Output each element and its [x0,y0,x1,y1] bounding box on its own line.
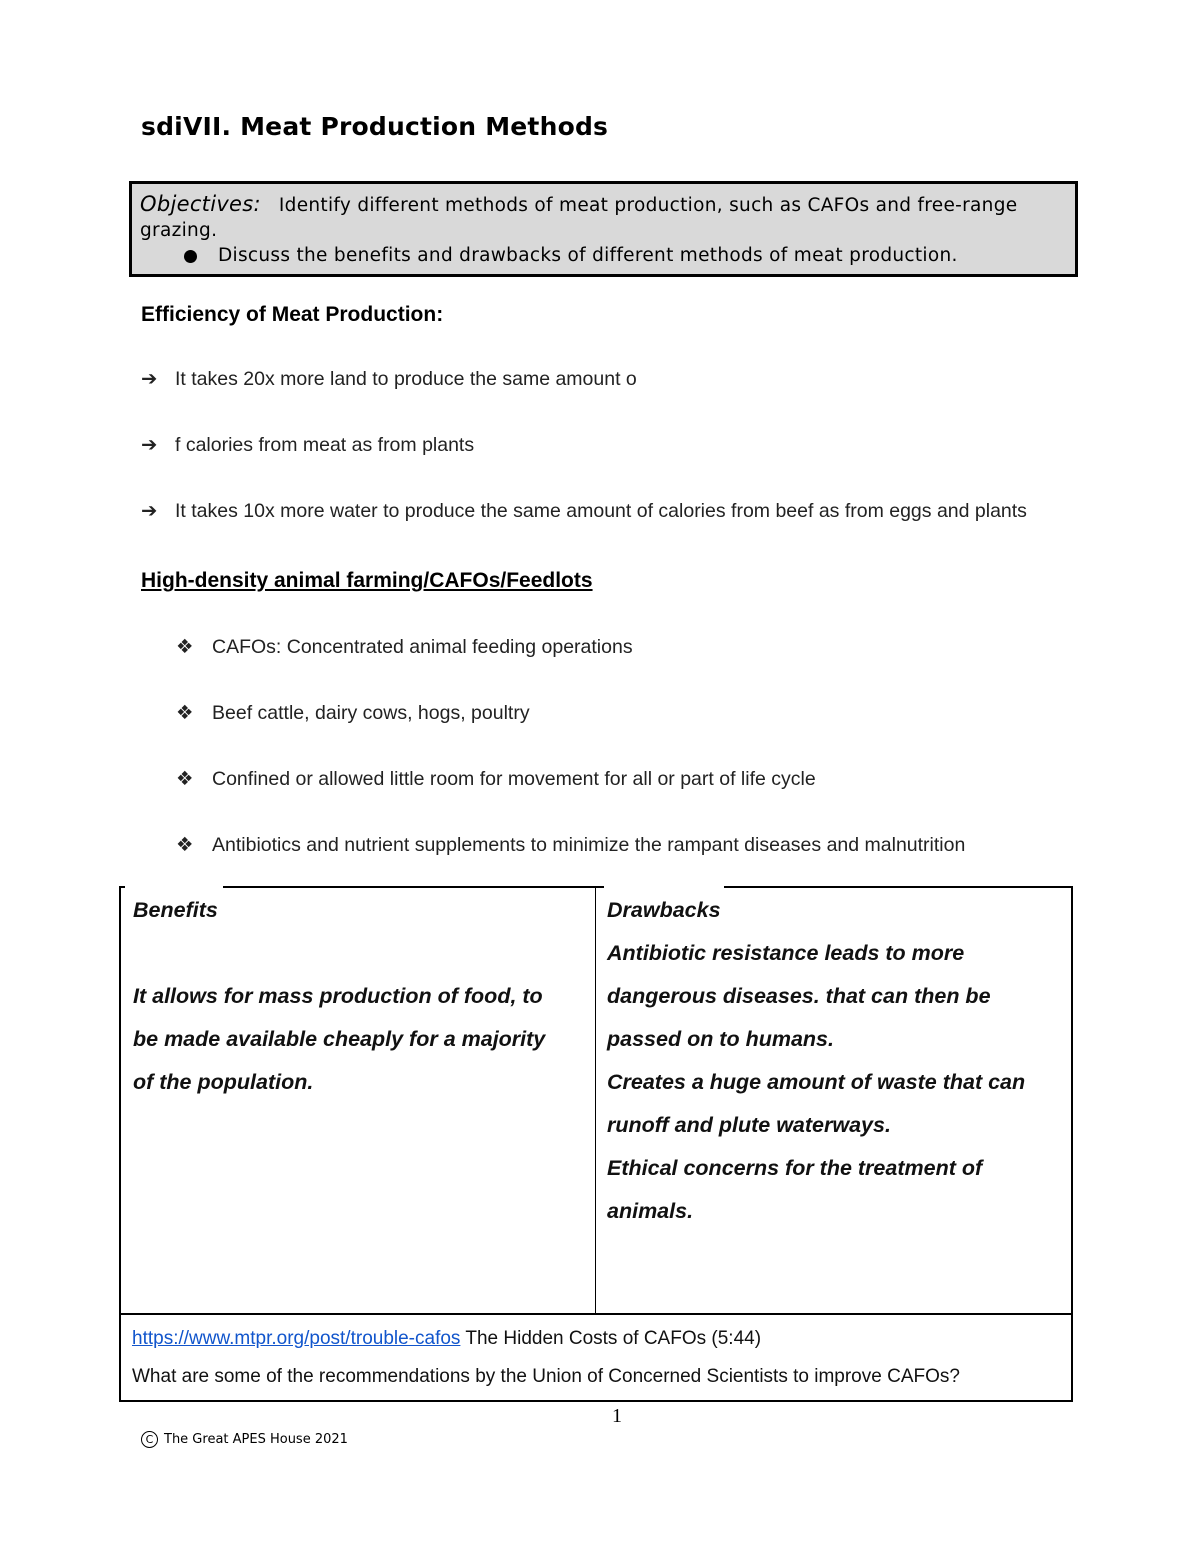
row-divider [119,1313,1073,1315]
arrow-icon: ➔ [141,367,158,390]
objectives-bullet [140,243,1067,268]
cafos-item-text: CAFOs: Concentrated animal feeding operations [212,636,633,658]
cafos-item-text: Beef cattle, dairy cows, hogs, poultry [212,702,530,724]
table-border [1071,886,1073,1402]
efficiency-item [141,499,1027,523]
efficiency-item [141,433,474,457]
drawbacks-line: animals. [607,1199,694,1223]
copyright-footer [141,1431,348,1448]
objectives-line: Identify different methods of meat production, such as CAFOs and free-range grazing. [140,195,1018,241]
video-link[interactable]: https://www.mtpr.org/post/trouble-cafos [132,1328,461,1349]
drawbacks-line: passed on to humans. [607,1027,834,1051]
objectives-label: Objectives: [140,192,261,216]
efficiency-item [141,367,637,391]
page-number: 1 [612,1405,622,1427]
copyright-icon: C [141,1431,158,1448]
table-border [119,886,121,1402]
diamond-bullet-icon: ❖ [176,635,194,658]
benefits-line: be made available cheaply for a majority [133,1027,546,1051]
drawbacks-cell [607,889,1025,1233]
cafos-heading: High-density animal farming/CAFOs/Feedlots [141,569,593,592]
column-divider [595,886,596,1314]
cafos-item-text: Confined or allowed little room for movement for all or part of life cycle [212,768,816,790]
video-cell [132,1320,960,1396]
video-caption: The Hidden Costs of CAFOs (5:44) [460,1328,762,1349]
video-question: What are some of the recommendations by the Union of Concerned Scientists to improve CAFOs? [132,1366,960,1387]
bullet-dot-icon [184,250,197,263]
benefits-cell [133,889,545,1104]
benefits-line: of the population. [133,1070,314,1094]
drawbacks-line: Antibiotic resistance leads to more [607,941,965,965]
copyright-text: The Great APES House 2021 [164,1432,348,1447]
drawbacks-line: dangerous diseases. that can then be [607,984,991,1008]
table-border [724,886,1073,888]
benefits-line: It allows for mass production of food, to [133,984,543,1008]
cafos-item [176,635,633,659]
objectives-bullet-text: Discuss the benefits and drawbacks of different methods of meat production. [218,245,958,266]
efficiency-item-text: It takes 20x more land to produce the same amount o [175,368,637,390]
cafos-item [176,833,965,857]
table-border [119,886,125,888]
cafos-item-text: Antibiotics and nutrient supplements to minimize the rampant diseases and malnutrition [212,834,966,856]
diamond-bullet-icon: ❖ [176,701,194,724]
cafos-item [176,767,816,791]
drawbacks-line: Creates a huge amount of waste that can [607,1070,1026,1094]
drawbacks-line: runoff and plute waterways. [607,1113,891,1137]
arrow-icon: ➔ [141,433,158,456]
benefits-header: Benefits [133,898,218,922]
objectives-box [129,181,1078,277]
efficiency-heading: Efficiency of Meat Production: [141,303,444,326]
diamond-bullet-icon: ❖ [176,767,194,790]
page-title: sdiVII. Meat Production Methods [141,112,609,141]
diamond-bullet-icon: ❖ [176,833,194,856]
table-border [119,1400,1073,1402]
drawbacks-header: Drawbacks [607,898,721,922]
arrow-icon: ➔ [141,499,158,522]
cafos-item [176,701,530,725]
table-border [223,886,604,888]
efficiency-item-text: It takes 10x more water to produce the same amount of calories from beef as from eggs and plants [175,500,1027,522]
efficiency-item-text: f calories from meat as from plants [175,434,475,456]
drawbacks-line: Ethical concerns for the treatment of [607,1156,983,1180]
